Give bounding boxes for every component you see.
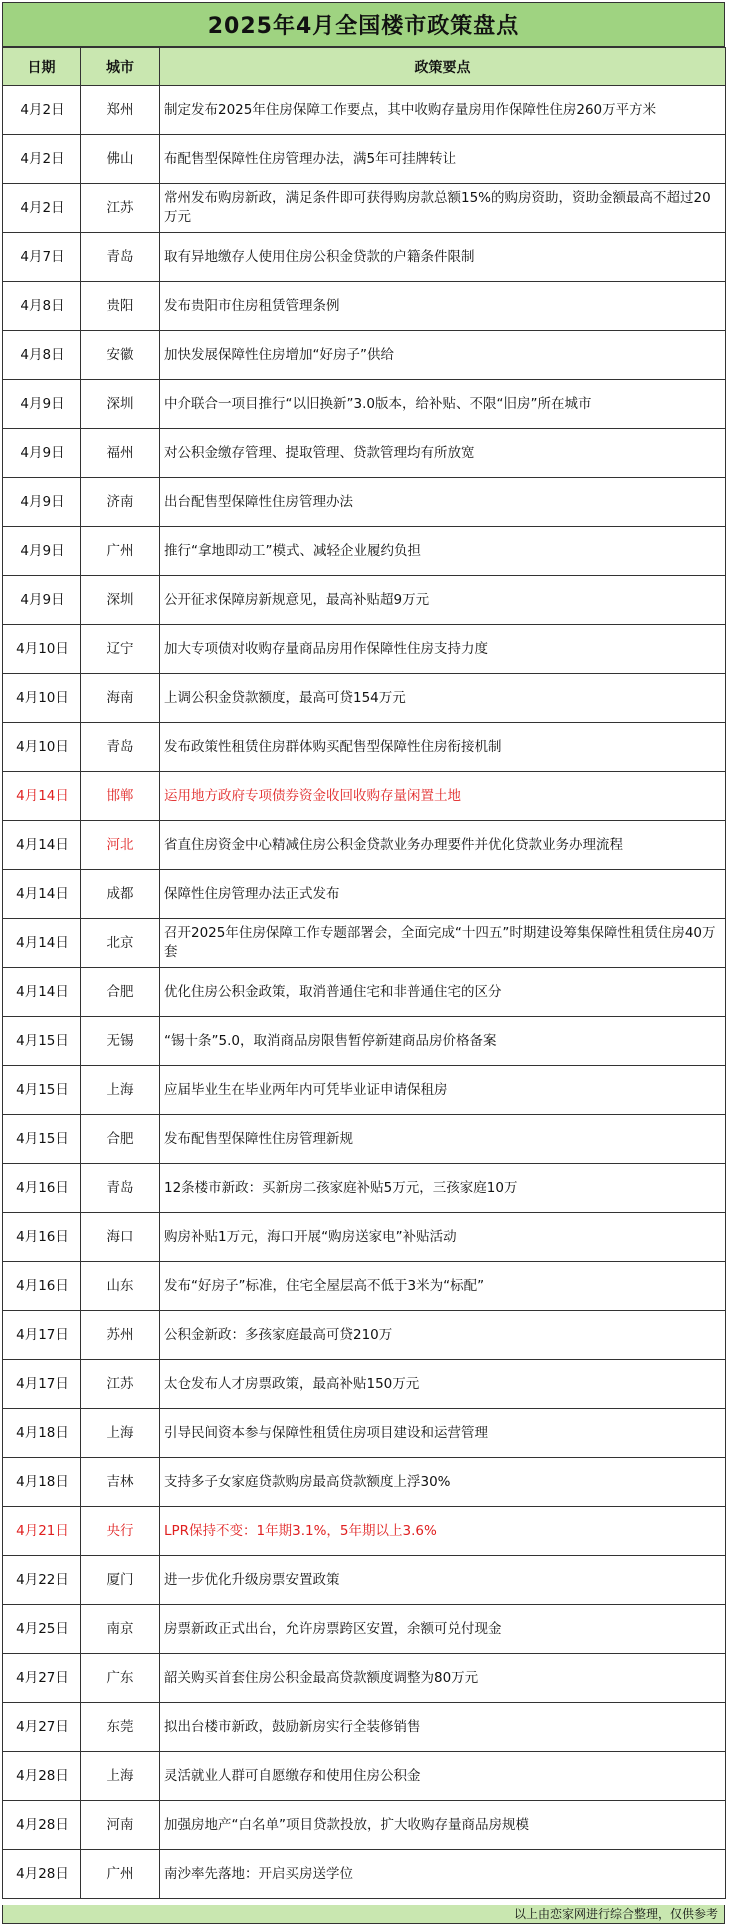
city-cell: 合肥 xyxy=(81,1115,160,1164)
table-row xyxy=(3,282,726,331)
table-row xyxy=(3,625,726,674)
date-cell: 4月18日 xyxy=(3,1458,81,1507)
city-cell: 成都 xyxy=(81,870,160,919)
table-row xyxy=(3,1801,726,1850)
policy-cell: 制定发布2025年住房保障工作要点，其中收购存量房用作保障性住房260万平方米 xyxy=(160,86,726,135)
table-row xyxy=(3,1507,726,1556)
date-cell: 4月16日 xyxy=(3,1213,81,1262)
policy-cell: 保障性住房管理办法正式发布 xyxy=(160,870,726,919)
table-row xyxy=(3,478,726,527)
footer-note: 以上由恋家网进行综合整理，仅供参考 xyxy=(2,1905,725,1924)
date-cell: 4月15日 xyxy=(3,1115,81,1164)
table-row xyxy=(3,1556,726,1605)
policy-cell: 拟出台楼市新政，鼓励新房实行全装修销售 xyxy=(160,1703,726,1752)
city-cell: 山东 xyxy=(81,1262,160,1311)
city-cell: 无锡 xyxy=(81,1017,160,1066)
city-cell: 河南 xyxy=(81,1801,160,1850)
city-cell: 青岛 xyxy=(81,723,160,772)
table-row xyxy=(3,1311,726,1360)
date-cell: 4月16日 xyxy=(3,1164,81,1213)
city-cell: 苏州 xyxy=(81,1311,160,1360)
policy-cell: 韶关购买首套住房公积金最高贷款额度调整为80万元 xyxy=(160,1654,726,1703)
table-row xyxy=(3,1605,726,1654)
policy-cell: 中介联合一项目推行“以旧换新”3.0版本，给补贴、不限“旧房”所在城市 xyxy=(160,380,726,429)
policy-cell: 省直住房资金中心精减住房公积金贷款业务办理要件并优化贷款业务办理流程 xyxy=(160,821,726,870)
date-cell: 4月16日 xyxy=(3,1262,81,1311)
city-cell: 河北 xyxy=(81,821,160,870)
policy-cell: 太仓发布人才房票政策，最高补贴150万元 xyxy=(160,1360,726,1409)
city-cell: 广州 xyxy=(81,1850,160,1899)
date-cell: 4月2日 xyxy=(3,184,81,233)
table-row xyxy=(3,86,726,135)
policy-cell: 房票新政正式出台，允许房票跨区安置，余额可兑付现金 xyxy=(160,1605,726,1654)
city-cell: 青岛 xyxy=(81,1164,160,1213)
city-cell: 海南 xyxy=(81,674,160,723)
header-city: 城市 xyxy=(81,48,160,86)
table-row xyxy=(3,1115,726,1164)
date-cell: 4月17日 xyxy=(3,1311,81,1360)
date-cell: 4月10日 xyxy=(3,625,81,674)
table-row xyxy=(3,331,726,380)
city-cell: 江苏 xyxy=(81,184,160,233)
city-cell: 合肥 xyxy=(81,968,160,1017)
policy-cell: 发布配售型保障性住房管理新规 xyxy=(160,1115,726,1164)
policy-cell: 公开征求保障房新规意见，最高补贴超9万元 xyxy=(160,576,726,625)
table-row xyxy=(3,772,726,821)
city-cell: 东莞 xyxy=(81,1703,160,1752)
policy-cell: 发布“好房子”标准，住宅全屋层高不低于3米为“标配” xyxy=(160,1262,726,1311)
date-cell: 4月14日 xyxy=(3,821,81,870)
date-cell: 4月28日 xyxy=(3,1752,81,1801)
city-cell: 郑州 xyxy=(81,86,160,135)
city-cell: 吉林 xyxy=(81,1458,160,1507)
table-row xyxy=(3,135,726,184)
table-row xyxy=(3,968,726,1017)
table-row xyxy=(3,919,726,968)
date-cell: 4月25日 xyxy=(3,1605,81,1654)
city-cell: 上海 xyxy=(81,1409,160,1458)
city-cell: 青岛 xyxy=(81,233,160,282)
table-row xyxy=(3,1213,726,1262)
table-body xyxy=(3,86,726,1899)
table-row xyxy=(3,527,726,576)
policy-table xyxy=(2,47,726,1899)
table-row xyxy=(3,674,726,723)
date-cell: 4月18日 xyxy=(3,1409,81,1458)
city-cell: 邯郸 xyxy=(81,772,160,821)
policy-cell: 灵活就业人群可自愿缴存和使用住房公积金 xyxy=(160,1752,726,1801)
table-row xyxy=(3,1360,726,1409)
table-row xyxy=(3,1703,726,1752)
date-cell: 4月2日 xyxy=(3,86,81,135)
date-cell: 4月7日 xyxy=(3,233,81,282)
city-cell: 北京 xyxy=(81,919,160,968)
policy-cell: 优化住房公积金政策，取消普通住宅和非普通住宅的区分 xyxy=(160,968,726,1017)
city-cell: 上海 xyxy=(81,1752,160,1801)
table-row xyxy=(3,1752,726,1801)
policy-cell: 购房补贴1万元，海口开展“购房送家电”补贴活动 xyxy=(160,1213,726,1262)
table-row xyxy=(3,1654,726,1703)
city-cell: 广州 xyxy=(81,527,160,576)
date-cell: 4月28日 xyxy=(3,1850,81,1899)
policy-cell: 引导民间资本参与保障性租赁住房项目建设和运营管理 xyxy=(160,1409,726,1458)
table-row xyxy=(3,1850,726,1899)
table-row xyxy=(3,1458,726,1507)
date-cell: 4月21日 xyxy=(3,1507,81,1556)
date-cell: 4月9日 xyxy=(3,527,81,576)
city-cell: 贵阳 xyxy=(81,282,160,331)
city-cell: 深圳 xyxy=(81,576,160,625)
date-cell: 4月15日 xyxy=(3,1017,81,1066)
policy-cell: 南沙率先落地：开启买房送学位 xyxy=(160,1850,726,1899)
date-cell: 4月27日 xyxy=(3,1654,81,1703)
policy-cell: 推行“拿地即动工”模式、减轻企业履约负担 xyxy=(160,527,726,576)
city-cell: 央行 xyxy=(81,1507,160,1556)
table-row xyxy=(3,821,726,870)
policy-cell: 支持多子女家庭贷款购房最高贷款额度上浮30% xyxy=(160,1458,726,1507)
city-cell: 济南 xyxy=(81,478,160,527)
date-cell: 4月17日 xyxy=(3,1360,81,1409)
city-cell: 辽宁 xyxy=(81,625,160,674)
city-cell: 厦门 xyxy=(81,1556,160,1605)
header-date: 日期 xyxy=(3,48,81,86)
policy-cell: 布配售型保障性住房管理办法，满5年可挂牌转让 xyxy=(160,135,726,184)
policy-cell: “锡十条”5.0，取消商品房限售暂停新建商品房价格备案 xyxy=(160,1017,726,1066)
table-row xyxy=(3,723,726,772)
table-row xyxy=(3,1262,726,1311)
table-row xyxy=(3,380,726,429)
policy-cell: 召开2025年住房保障工作专题部署会，全面完成“十四五”时期建设筹集保障性租赁住房40万套 xyxy=(160,919,726,968)
date-cell: 4月8日 xyxy=(3,282,81,331)
date-cell: 4月14日 xyxy=(3,870,81,919)
date-cell: 4月15日 xyxy=(3,1066,81,1115)
policy-cell: 加快发展保障性住房增加“好房子”供给 xyxy=(160,331,726,380)
date-cell: 4月9日 xyxy=(3,478,81,527)
table-row xyxy=(3,576,726,625)
city-cell: 南京 xyxy=(81,1605,160,1654)
city-cell: 上海 xyxy=(81,1066,160,1115)
date-cell: 4月2日 xyxy=(3,135,81,184)
policy-cell: 应届毕业生在毕业两年内可凭毕业证申请保租房 xyxy=(160,1066,726,1115)
policy-cell: 对公积金缴存管理、提取管理、贷款管理均有所放宽 xyxy=(160,429,726,478)
date-cell: 4月9日 xyxy=(3,576,81,625)
page-title: 2025年4月全国楼市政策盘点 xyxy=(2,2,725,47)
policy-cell: 取有异地缴存人使用住房公积金贷款的户籍条件限制 xyxy=(160,233,726,282)
city-cell: 福州 xyxy=(81,429,160,478)
policy-cell: 12条楼市新政：买新房二孩家庭补贴5万元，三孩家庭10万 xyxy=(160,1164,726,1213)
table-row xyxy=(3,1409,726,1458)
date-cell: 4月14日 xyxy=(3,919,81,968)
header-policy: 政策要点 xyxy=(160,48,726,86)
date-cell: 4月8日 xyxy=(3,331,81,380)
table-row xyxy=(3,1066,726,1115)
city-cell: 广东 xyxy=(81,1654,160,1703)
policy-cell: LPR保持不变：1年期3.1%，5年期以上3.6% xyxy=(160,1507,726,1556)
policy-cell: 加大专项债对收购存量商品房用作保障性住房支持力度 xyxy=(160,625,726,674)
policy-cell: 加强房地产“白名单”项目贷款投放，扩大收购存量商品房规模 xyxy=(160,1801,726,1850)
table-row xyxy=(3,1017,726,1066)
policy-cell: 出台配售型保障性住房管理办法 xyxy=(160,478,726,527)
policy-cell: 发布政策性租赁住房群体购买配售型保障性住房衔接机制 xyxy=(160,723,726,772)
table-row xyxy=(3,1164,726,1213)
city-cell: 江苏 xyxy=(81,1360,160,1409)
city-cell: 海口 xyxy=(81,1213,160,1262)
date-cell: 4月22日 xyxy=(3,1556,81,1605)
city-cell: 安徽 xyxy=(81,331,160,380)
date-cell: 4月14日 xyxy=(3,968,81,1017)
city-cell: 佛山 xyxy=(81,135,160,184)
table-header-row xyxy=(3,48,726,86)
table-row xyxy=(3,233,726,282)
city-cell: 深圳 xyxy=(81,380,160,429)
policy-cell: 发布贵阳市住房租赁管理条例 xyxy=(160,282,726,331)
table-row xyxy=(3,184,726,233)
date-cell: 4月27日 xyxy=(3,1703,81,1752)
date-cell: 4月9日 xyxy=(3,380,81,429)
policy-cell: 进一步优化升级房票安置政策 xyxy=(160,1556,726,1605)
date-cell: 4月14日 xyxy=(3,772,81,821)
table-row xyxy=(3,870,726,919)
policy-cell: 运用地方政府专项债券资金收回收购存量闲置土地 xyxy=(160,772,726,821)
date-cell: 4月28日 xyxy=(3,1801,81,1850)
table-row xyxy=(3,429,726,478)
policy-cell: 公积金新政：多孩家庭最高可贷210万 xyxy=(160,1311,726,1360)
policy-cell: 上调公积金贷款额度，最高可贷154万元 xyxy=(160,674,726,723)
date-cell: 4月9日 xyxy=(3,429,81,478)
date-cell: 4月10日 xyxy=(3,723,81,772)
policy-cell: 常州发布购房新政，满足条件即可获得购房款总额15%的购房资助，资助金额最高不超过20万元 xyxy=(160,184,726,233)
date-cell: 4月10日 xyxy=(3,674,81,723)
